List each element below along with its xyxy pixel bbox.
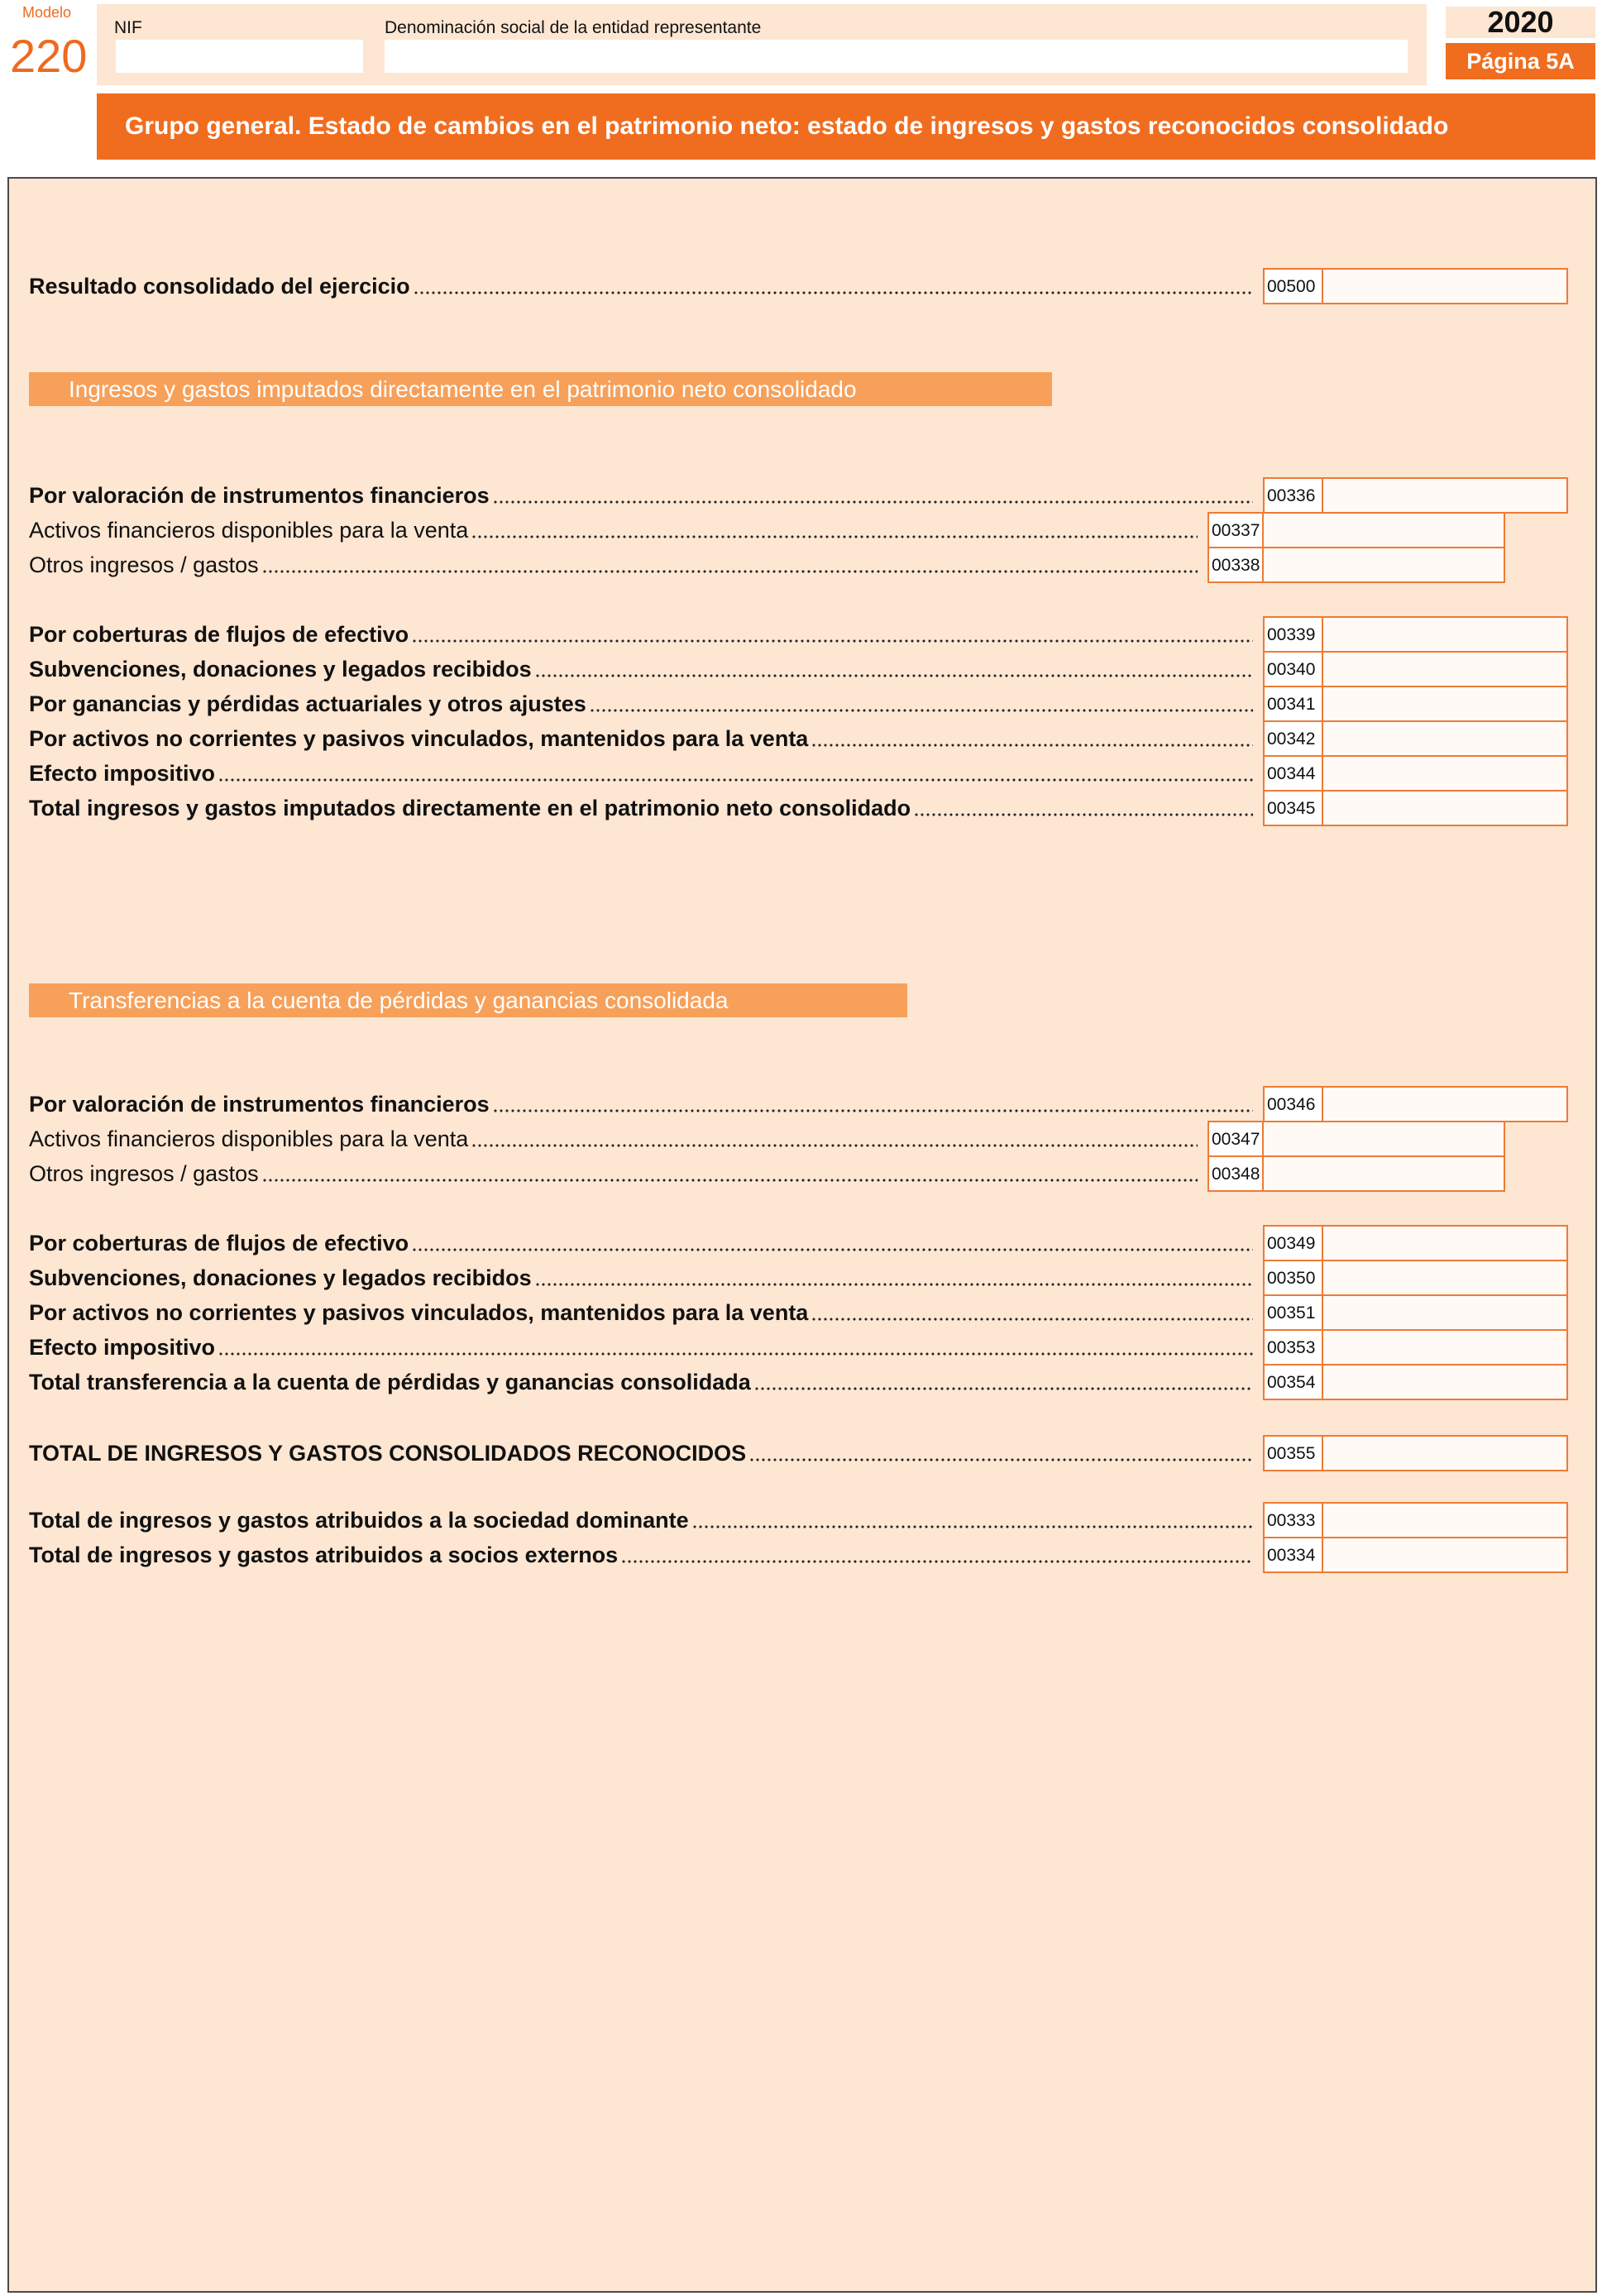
- field-row-00336: [9, 477, 1595, 514]
- row-label-wrap: [29, 268, 1256, 304]
- field-code: 00347: [1207, 1121, 1264, 1157]
- modelo-label: Modelo: [22, 4, 72, 21]
- row-label-wrap: [29, 1435, 1256, 1471]
- field-row-00348: [9, 1155, 1595, 1192]
- amount-input[interactable]: [1262, 1155, 1505, 1192]
- field-label: Por coberturas de flujos de efectivo: [29, 1230, 409, 1256]
- amount-input[interactable]: [1262, 547, 1505, 583]
- row-label-wrap: [29, 755, 1256, 792]
- field-row-00353: [9, 1329, 1595, 1366]
- dot-leader: [412, 1247, 1253, 1252]
- field-label: Por ganancias y pérdidas actuariales y otros ajustes: [29, 691, 586, 716]
- field-code: 00344: [1263, 755, 1323, 792]
- field-row-00333: [9, 1502, 1595, 1538]
- dot-leader: [811, 743, 1253, 748]
- amount-input[interactable]: [1322, 755, 1568, 792]
- field-label: TOTAL DE INGRESOS Y GASTOS CONSOLIDADOS RECONOCIDOS: [29, 1440, 747, 1466]
- field-row-00349: [9, 1225, 1595, 1261]
- field-label: Por valoración de instrumentos financieros: [29, 482, 490, 508]
- row-label-wrap: [29, 1329, 1256, 1366]
- field-label: Por valoración de instrumentos financieros: [29, 1091, 490, 1117]
- field-row-00340: [9, 651, 1595, 687]
- field-label: Otros ingresos / gastos: [29, 552, 259, 577]
- field-label: Otros ingresos / gastos: [29, 1160, 259, 1186]
- modelo-number: 220: [10, 30, 88, 82]
- row-label-wrap: [29, 1537, 1256, 1573]
- field-label: Efecto impositivo: [29, 1334, 216, 1360]
- amount-input[interactable]: [1322, 1225, 1568, 1261]
- field-label: Total ingresos y gastos imputados directamente en el patrimonio neto consolidado: [29, 795, 911, 820]
- page-number-badge: Página 5A: [1446, 43, 1595, 79]
- dot-leader: [914, 812, 1253, 817]
- field-code: 00334: [1263, 1537, 1323, 1573]
- field-row-00355: [9, 1435, 1595, 1471]
- field-row-00347: [9, 1121, 1595, 1157]
- field-label: Total de ingresos y gastos atribuidos a la sociedad dominante: [29, 1507, 689, 1533]
- denominacion-label: Denominación social de la entidad representante: [385, 18, 762, 37]
- year-badge: 2020: [1446, 7, 1595, 38]
- field-code: 00353: [1263, 1329, 1323, 1366]
- amount-input[interactable]: [1322, 1502, 1568, 1538]
- dot-leader: [749, 1457, 1253, 1462]
- dot-leader: [471, 534, 1198, 539]
- row-label-wrap: [29, 790, 1256, 826]
- field-label: Subvenciones, donaciones y legados recibidos: [29, 1265, 532, 1290]
- field-label: Activos financieros disponibles para la venta: [29, 517, 469, 543]
- field-code: 00338: [1207, 547, 1264, 583]
- row-label-wrap: [29, 686, 1256, 722]
- field-row-00346: [9, 1086, 1595, 1122]
- row-label-wrap: [29, 651, 1256, 687]
- field-code: 00341: [1263, 686, 1323, 722]
- field-row-00342: [9, 720, 1595, 757]
- field-code: 00333: [1263, 1502, 1323, 1538]
- amount-input[interactable]: [1322, 1294, 1568, 1331]
- header-identification: [97, 4, 1427, 85]
- field-label: Por activos no corrientes y pasivos vinculados, mantenidos para la venta: [29, 1299, 809, 1325]
- amount-input[interactable]: [1322, 686, 1568, 722]
- row-label-wrap: [29, 1086, 1256, 1122]
- dot-leader: [218, 1351, 1253, 1356]
- dot-leader: [412, 639, 1253, 643]
- row-label-wrap: [29, 616, 1256, 653]
- row-label-wrap: [29, 1260, 1256, 1296]
- dot-leader: [535, 673, 1253, 678]
- amount-input[interactable]: [1322, 651, 1568, 687]
- section-header-ingresos: Ingresos y gastos imputados directamente en el patrimonio neto consolidado: [29, 372, 1052, 406]
- field-row-00338: [9, 547, 1595, 583]
- row-label-wrap: [29, 1294, 1256, 1331]
- dot-leader: [218, 777, 1253, 782]
- field-row-00345: [9, 790, 1595, 826]
- amount-input[interactable]: [1322, 1364, 1568, 1400]
- amount-input[interactable]: [1322, 477, 1568, 514]
- field-label: Por activos no corrientes y pasivos vinculados, mantenidos para la venta: [29, 725, 809, 751]
- amount-input[interactable]: [1322, 720, 1568, 757]
- denominacion-input[interactable]: [385, 40, 1408, 73]
- field-code: 00340: [1263, 651, 1323, 687]
- nif-label: NIF: [114, 18, 142, 37]
- amount-input[interactable]: [1322, 268, 1568, 304]
- dot-leader: [493, 500, 1253, 505]
- field-label: Activos financieros disponibles para la venta: [29, 1126, 469, 1151]
- amount-input[interactable]: [1322, 790, 1568, 826]
- field-label: Subvenciones, donaciones y legados recibidos: [29, 656, 532, 682]
- field-code: 00339: [1263, 616, 1323, 653]
- field-code: 00349: [1263, 1225, 1323, 1261]
- row-label-wrap: [29, 720, 1256, 757]
- field-code: 00337: [1207, 512, 1264, 548]
- field-row-00500: [9, 268, 1595, 304]
- page-title: Grupo general. Estado de cambios en el patrimonio neto: estado de ingresos y gastos reconocidos consolidado: [97, 93, 1595, 160]
- dot-leader: [621, 1559, 1253, 1564]
- dot-leader: [262, 1178, 1198, 1183]
- field-row-00351: [9, 1294, 1595, 1331]
- field-code: 00351: [1263, 1294, 1323, 1331]
- row-label-wrap: [29, 1364, 1256, 1400]
- row-label-wrap: [29, 1121, 1201, 1157]
- field-row-00341: [9, 686, 1595, 722]
- dot-leader: [471, 1143, 1198, 1148]
- row-label-wrap: [29, 1502, 1256, 1538]
- field-row-00350: [9, 1260, 1595, 1296]
- field-code: 00336: [1263, 477, 1323, 514]
- form-panel: [7, 177, 1597, 2293]
- field-row-00344: [9, 755, 1595, 792]
- dot-leader: [493, 1108, 1253, 1113]
- amount-input[interactable]: [1262, 1121, 1505, 1157]
- nif-input[interactable]: [116, 40, 363, 73]
- field-label: Por coberturas de flujos de efectivo: [29, 621, 409, 647]
- field-row-00354: [9, 1364, 1595, 1400]
- row-label-wrap: [29, 1225, 1256, 1261]
- field-label: Total transferencia a la cuenta de pérdidas y ganancias consolidada: [29, 1369, 751, 1394]
- amount-input[interactable]: [1262, 512, 1505, 548]
- field-row-00339: [9, 616, 1595, 653]
- row-label-wrap: [29, 477, 1256, 514]
- dot-leader: [414, 290, 1253, 295]
- field-code: 00342: [1263, 720, 1323, 757]
- amount-input[interactable]: [1322, 1537, 1568, 1573]
- section-header-transferencias: Transferencias a la cuenta de pérdidas y ganancias consolidada: [29, 983, 907, 1017]
- field-label: Efecto impositivo: [29, 760, 216, 786]
- amount-input[interactable]: [1322, 1435, 1568, 1471]
- dot-leader: [754, 1386, 1253, 1391]
- row-label-wrap: [29, 1155, 1201, 1192]
- row-label-wrap: [29, 512, 1201, 548]
- field-code: 00348: [1207, 1155, 1264, 1192]
- amount-input[interactable]: [1322, 616, 1568, 653]
- field-row-00334: [9, 1537, 1595, 1573]
- field-code: 00350: [1263, 1260, 1323, 1296]
- row-label-wrap: [29, 547, 1201, 583]
- field-code: 00346: [1263, 1086, 1323, 1122]
- dot-leader: [811, 1317, 1253, 1322]
- dot-leader: [262, 569, 1198, 574]
- dot-leader: [692, 1524, 1253, 1529]
- amount-input[interactable]: [1322, 1086, 1568, 1122]
- field-label: Total de ingresos y gastos atribuidos a socios externos: [29, 1542, 619, 1567]
- amount-input[interactable]: [1322, 1329, 1568, 1366]
- field-code: 00345: [1263, 790, 1323, 826]
- field-code: 00354: [1263, 1364, 1323, 1400]
- field-label: Resultado consolidado del ejercicio: [29, 273, 410, 299]
- amount-input[interactable]: [1322, 1260, 1568, 1296]
- field-row-00337: [9, 512, 1595, 548]
- field-code: 00355: [1263, 1435, 1323, 1471]
- dot-leader: [535, 1282, 1253, 1287]
- dot-leader: [590, 708, 1253, 713]
- field-code: 00500: [1263, 268, 1323, 304]
